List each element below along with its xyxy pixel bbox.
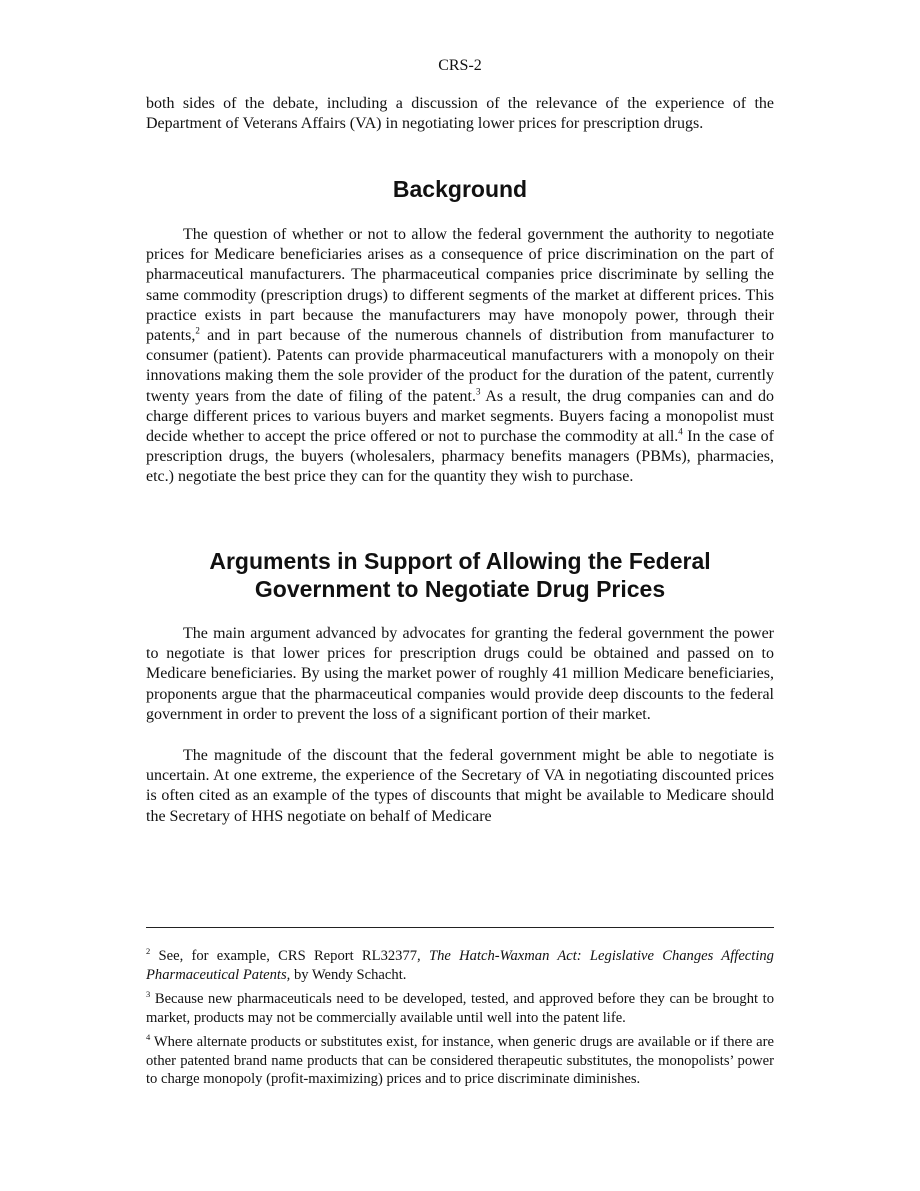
arguments-paragraph-2: The magnitude of the discount that the federal government might be able to negotiate is uncertain. At one extreme, the experience of the Secretary of VA in negotiating discounted prices is often cited as an example of the types of discounts that might be available to Medicare should the Secretary of HHS negotiate on behalf of Medicare [146, 747, 774, 825]
background-paragraph [146, 225, 774, 488]
footnote-3 [146, 990, 774, 1027]
arguments-heading-line1: Arguments in Support of Allowing the Federal [209, 548, 711, 574]
footnote-divider [146, 927, 774, 928]
footnotes-section [146, 947, 774, 1095]
footnote-2-number: 2 [146, 946, 151, 957]
background-text-1: The question of whether or not to allow the federal government the authority to negotiate prices for Medicare beneficiaries arises as a consequence of price discrimination on the part of pharmaceutical manufacturers. The pharmaceutical companies price discriminate by selling the same commodity (prescription drugs) to different segments of the market at different prices. This practice exists in part because the manufacturers may have monopoly power, through their patents, [146, 226, 774, 345]
footnote-ref-4[interactable]: 4 [678, 426, 683, 437]
background-text-2: and in part because of the numerous channels of distribution from manufacturer to consumer (patient). Patents can provide pharmaceutical manufacturers with a monopoly on their innovations making them the sole provider of the product for the duration of the patent, currently twenty years from the date of filing of the patent. [146, 327, 774, 405]
background-heading-wrap [146, 175, 774, 203]
background-text-3: As a result, the drug companies can and do charge different prices to various buyers and market segments. Buyers facing a monopolist must decide whether to accept the price offered or not to purchase the commodity at all. [146, 387, 774, 446]
arguments-heading-line2: Government to Negotiate Drug Prices [254, 576, 666, 602]
footnote-4-number: 4 [146, 1032, 151, 1043]
footnote-4 [146, 1033, 774, 1089]
footnote-2 [146, 947, 774, 984]
page-header: CRS-2 [438, 57, 482, 74]
footnote-ref-2[interactable]: 2 [195, 325, 200, 336]
footnote-3-text: Because new pharmaceuticals need to be developed, tested, and approved before they can be brought to market, products may not be commercially available until well into the patent life. [146, 991, 774, 1026]
footnote-ref-3[interactable]: 3 [475, 386, 481, 397]
background-section [146, 225, 774, 488]
arguments-section [146, 624, 774, 827]
background-heading: Background [392, 176, 528, 202]
footnote-2-author: by Wendy Schacht. [290, 966, 407, 983]
arguments-heading [146, 547, 774, 603]
footnote-2-title: The Hatch-Waxman Act: Legislative Changes Affecting Pharmaceutical Patents, [146, 948, 774, 983]
footnote-4-text: Where alternate products or substitutes exist, for instance, when generic drugs are available or if there are other patented brand name products that can be considered therapeutic substitutes, the monopolists’ power to charge monopoly (profit-maximizing) prices and to price discriminate diminishes. [146, 1034, 774, 1087]
intro-paragraph: both sides of the debate, including a discussion of the relevance of the experience of the Department of Veterans Affairs (VA) in negotiating lower prices for prescription drugs. [146, 95, 774, 133]
footnote-3-number: 3 [146, 989, 151, 1000]
arguments-heading-wrap [146, 547, 774, 603]
footnote-2-text: See, for example, CRS Report RL32377, [150, 948, 429, 964]
background-text-4: In the case of prescription drugs, the buyers (wholesalers, pharmacy benefits managers (PBMs), pharmacies, etc.) negotiate the best price they can for the quantity they wish to purchase. [146, 428, 775, 486]
arguments-paragraph-1: The main argument advanced by advocates for granting the federal government the power to negotiate is that lower prices for prescription drugs could be obtained and passed on to Medicare beneficiaries. By using the market power of roughly 41 million Medicare beneficiaries, proponents argue that the pharmaceutical companies would provide deep discounts to the federal government in order to prevent the loss of a significant portion of their market. [146, 625, 774, 723]
intro-section [146, 94, 774, 134]
